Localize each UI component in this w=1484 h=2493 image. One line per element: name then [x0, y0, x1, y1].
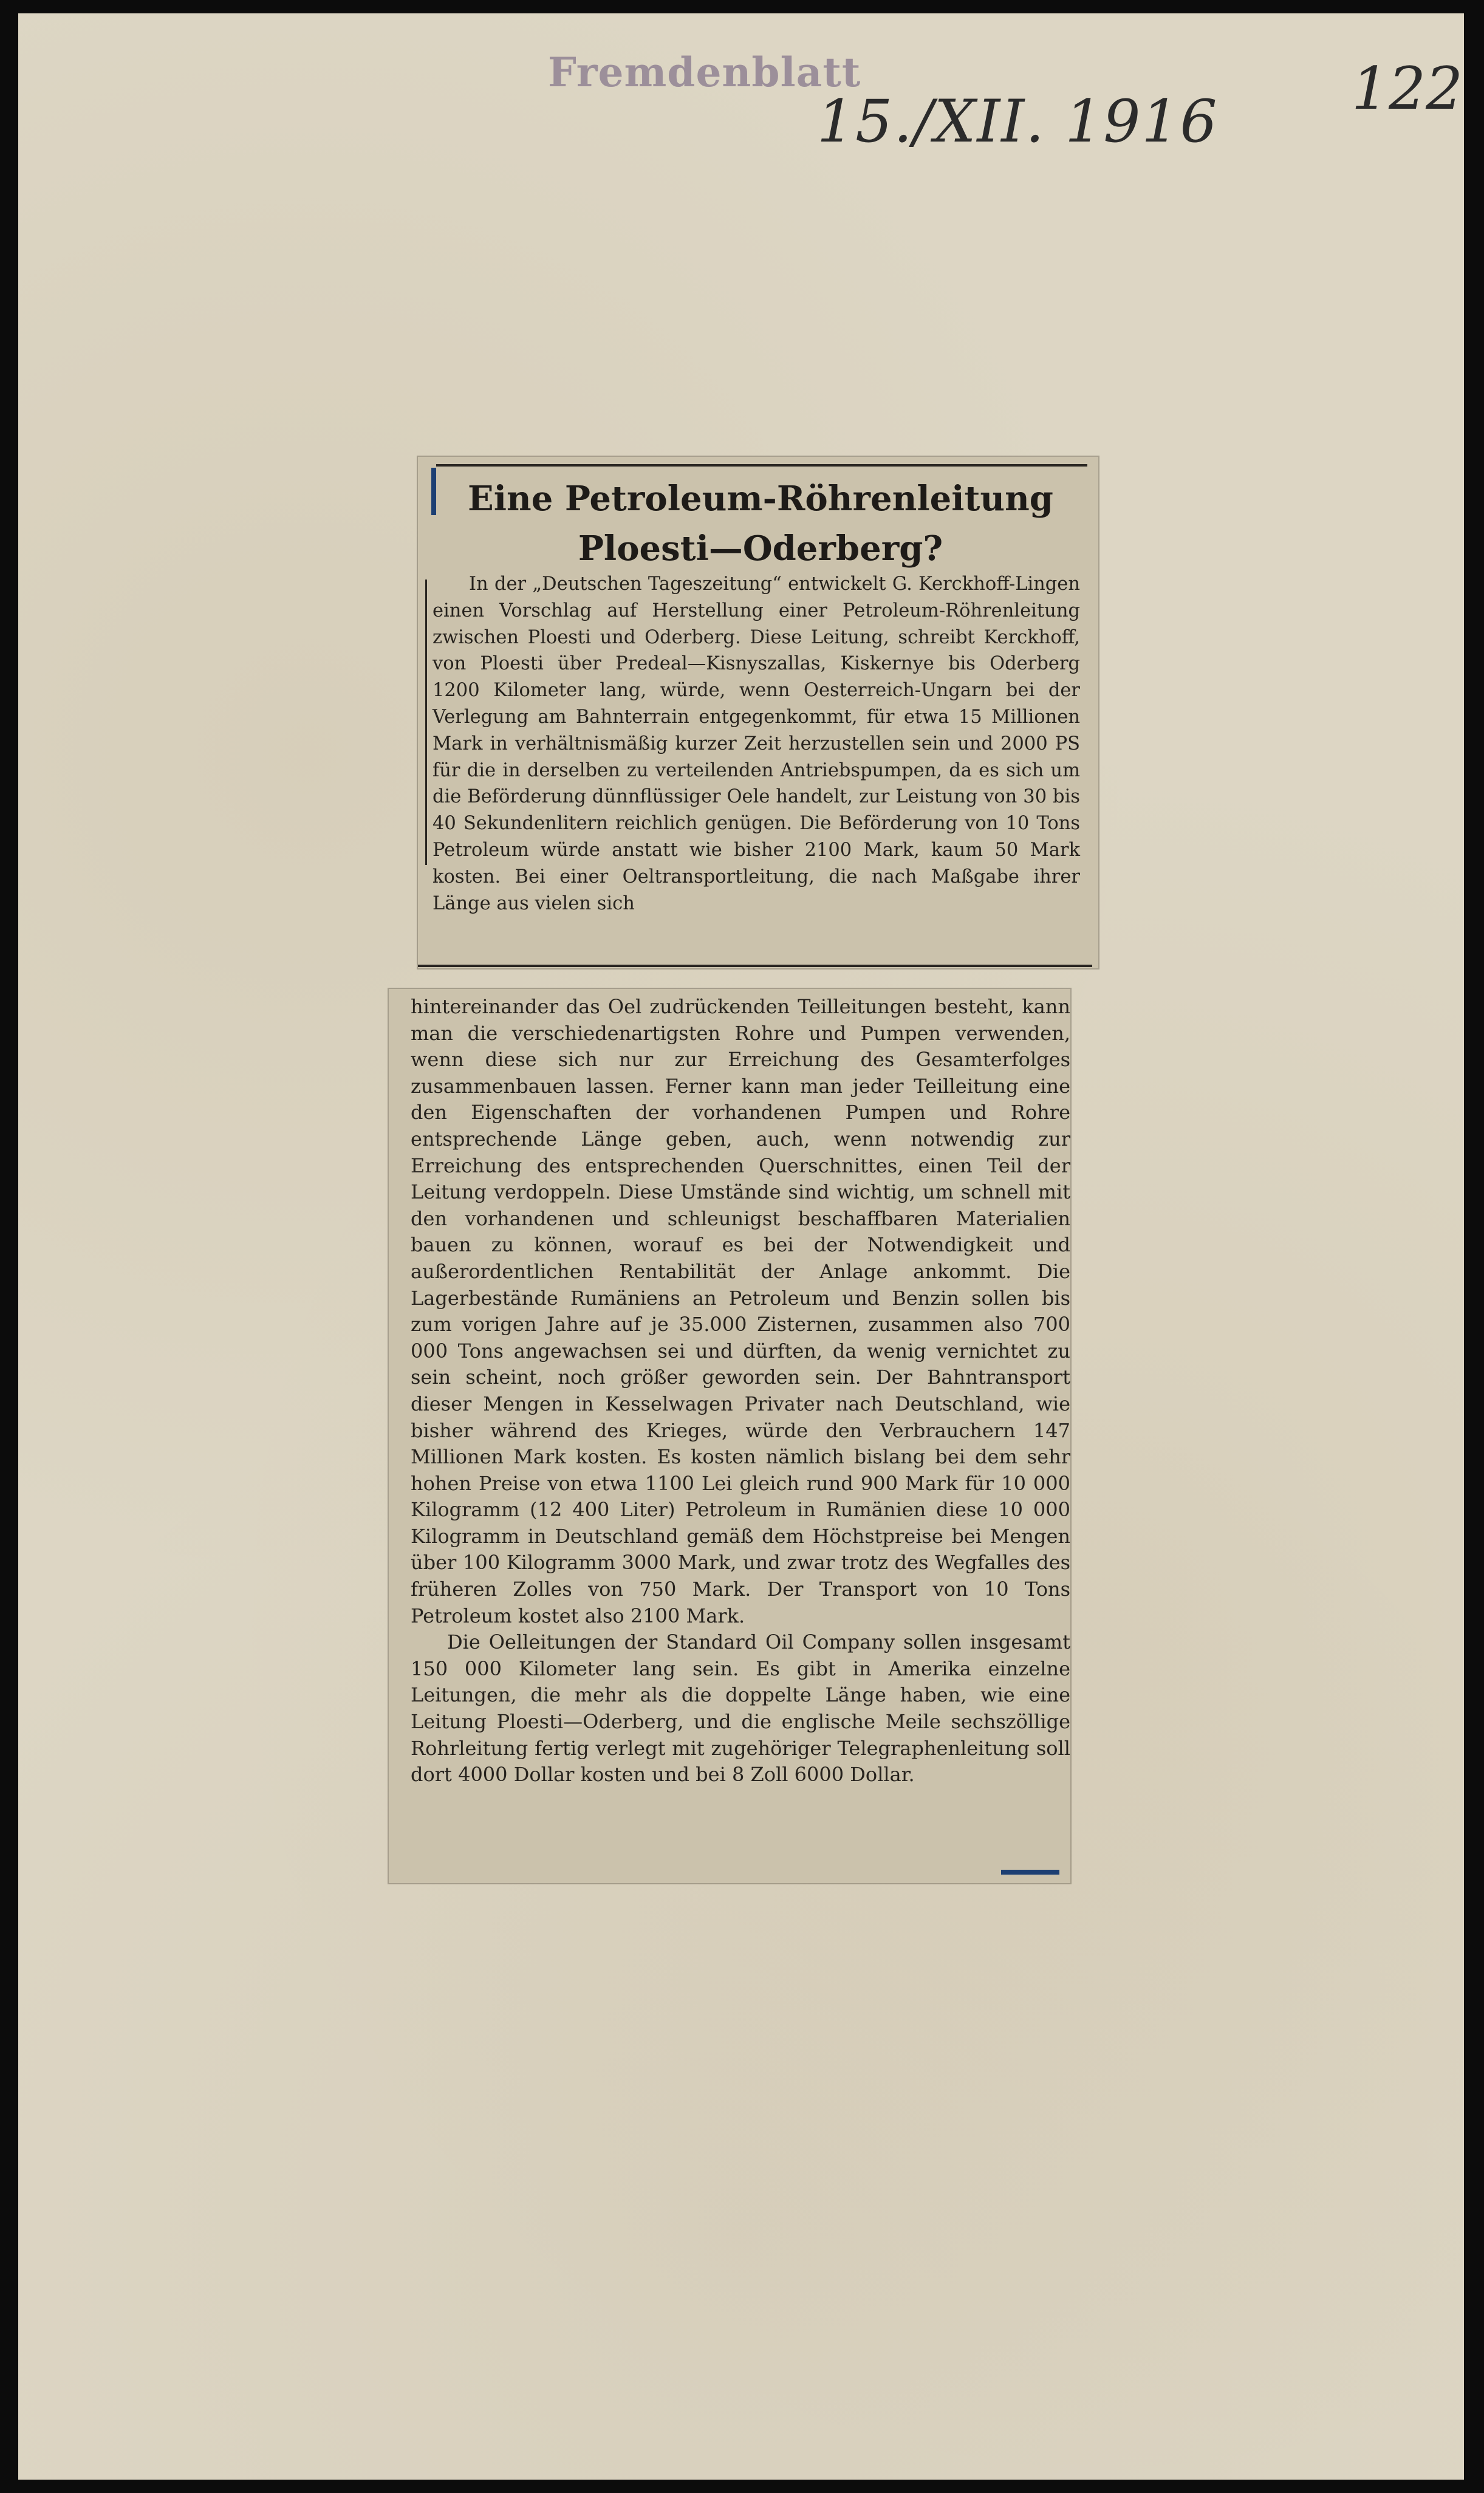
newspaper-stamp: Fremdenblatt — [548, 49, 861, 96]
paragraph: hintereinander das Oel zudrückenden Teilleitungen besteht, kann man die verschiedenartigsten Rohre und Pumpen verwenden, wenn diese sich nur zur Erreichung des Gesamterfolges zusammenbauen lassen. Ferner kann man jeder Teilleitung eine den Eigenschaften der vorhandenen Pumpen und Rohre entsprechende Länge geben, auch, wenn notwendig zur Erreichung des entsprechenden Querschnittes, einen Teil der Leitung verdoppeln. Diese Umstände sind wichtig, um schnell mit den vorhandenen und schleunigst beschaffbaren Materialien bauen zu können, worauf es bei der Notwendigkeit und außerordentlichen Rentabilität der Anlage ankommt. Die Lagerbestände Rumäniens an Petroleum und Benzin sollen bis zum vorigen Jahre auf je 35.000 Zisternen, zusammen also 700 000 Tons angewachsen sei und dürften, da wenig vernichtet zu sein scheint, noch größer geworden sein. Der Bahntransport dieser Mengen in Kesselwagen Privater nach Deutschland, wie bisher während des Krieges, würde den Verbrauchern 147 Millionen Mark kosten. Es kosten nämlich bislang bei dem sehr hohen Preise von etwa 1100 Lei gleich rund 900 Mark für 10 000 Kilogramm (12 400 Liter) Petroleum in Rumänien diese 10 000 Kilogramm in Deutschland gemäß dem Höchstpreise bei Mengen über 100 Kilogramm 3000 Mark, und zwar trotz des Wegfalles des früheren Zolles von 750 Mark. Der Transport von 10 Tons Petroleum kostet also 2100 Mark. — [411, 995, 1070, 1627]
handwritten-date: 15./XII. 1916 — [817, 87, 1219, 156]
paragraph: In der „Deutschen Tageszeitung“ entwickelt G. Kerckhoff-Lingen einen Vorschlag auf Herstellung einer Petroleum-Röhrenleitung zwischen Ploesti und Oderberg. Diese Leitung, schreibt Kerckhoff, von Ploesti über Predeal—Kisnyszallas, Kiskernye bis Oderberg 1200 Kilometer lang, würde, wenn Oesterreich-Ungarn bei der Verlegung am Bahnterrain entgegenkommt, für etwa 15 Millionen Mark in verhältnismäßig kurzer Zeit herzustellen sein und 2000 PS für die in derselben zu verteilenden Antriebspumpen, da es sich um die Beförderung dünnflüssiger Oele handelt, zur Leistung von 30 bis 40 Sekundenlitern reichlich genügen. Die Beförderung von 10 Tons Petroleum würde anstatt wie bisher 2100 Mark, kaum 50 Mark kosten. Bei einer Oeltransportleitung, die nach Maßgabe ihrer Länge aus vielen sich — [433, 573, 1080, 914]
article-column-top — [433, 571, 1080, 917]
handwritten-page-number: 122 — [1352, 55, 1463, 123]
column-separator — [418, 965, 1092, 967]
blue-pencil-mark-bottom — [1001, 1870, 1059, 1875]
headline-rule — [436, 464, 1087, 467]
column-side-rule — [425, 580, 427, 865]
paragraph: Die Oelleitungen der Standard Oil Company sollen insgesamt 150 000 Kilometer lang sein. Es gibt in Amerika einzelne Leitungen, die mehr als die doppelte Länge haben, wie eine Leitung Ploesti—Oderberg, und die englische Meile sechszöllige Rohrleitung fertig verlegt mit zugehöriger Telegraphenleitung soll dort 4000 Dollar kosten und bei 8 Zoll 6000 Dollar. — [411, 1630, 1070, 1787]
article-column-bottom — [411, 994, 1070, 1788]
article-headline: Eine Petroleum-Röhrenleitung Ploesti—Oderberg? — [468, 479, 1053, 569]
blue-pencil-mark-top — [431, 468, 436, 515]
